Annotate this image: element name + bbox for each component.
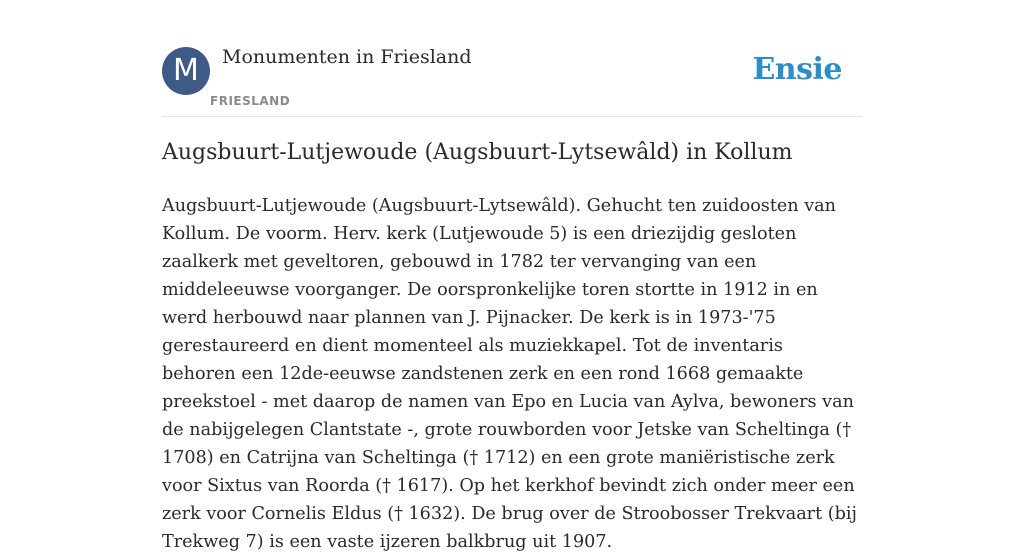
- page-container: [162, 0, 862, 552]
- article-title: Augsbuurt-Lutjewoude (Augsbuurt-Lytsewâld) in Kollum: [162, 140, 793, 165]
- region-label[interactable]: FRIESLAND: [210, 94, 291, 108]
- avatar[interactable]: M: [162, 47, 210, 95]
- brand-logo[interactable]: Ensie: [752, 52, 842, 87]
- article-body: Augsbuurt-Lutjewoude (Augsbuurt-Lytsewâld). Gehucht ten zuidoosten van Kollum. De voorm. Herv. kerk (Lutjewoude 5) is een driezijdig gesloten zaalkerk met geveltoren, gebouwd in 1782 ter vervanging van een middeleeuwse voorganger. De oorspronkelijke toren stortte in 1912 in en werd herbouwd naar plannen van J. Pijnacker. De kerk is in 1973-'75 gerestaureerd en dient momenteel als muziekkapel. Tot de inventaris behoren een 12de-eeuwse zandstenen zerk en een rond 1668 gemaakte preekstoel - met daarop de namen van Epo en Lucia van Aylva, bewoners van de nabijgelegen Clantstate -, grote rouwborden voor Jetske van Scheltinga († 1708) en Catrijna van Scheltinga († 1712) en een grote maniëristische zerk voor Sixtus van Roorda († 1617). Op het kerkhof bevindt zich onder meer een zerk voor Cornelis Eldus († 1632). De brug over de Stroobosser Trekvaart (bij Trekweg 7) is een vaste ijzeren balkbrug uit 1907.: [162, 196, 857, 552]
- source-title-link[interactable]: Monumenten in Friesland: [222, 46, 472, 68]
- header: [162, 0, 862, 117]
